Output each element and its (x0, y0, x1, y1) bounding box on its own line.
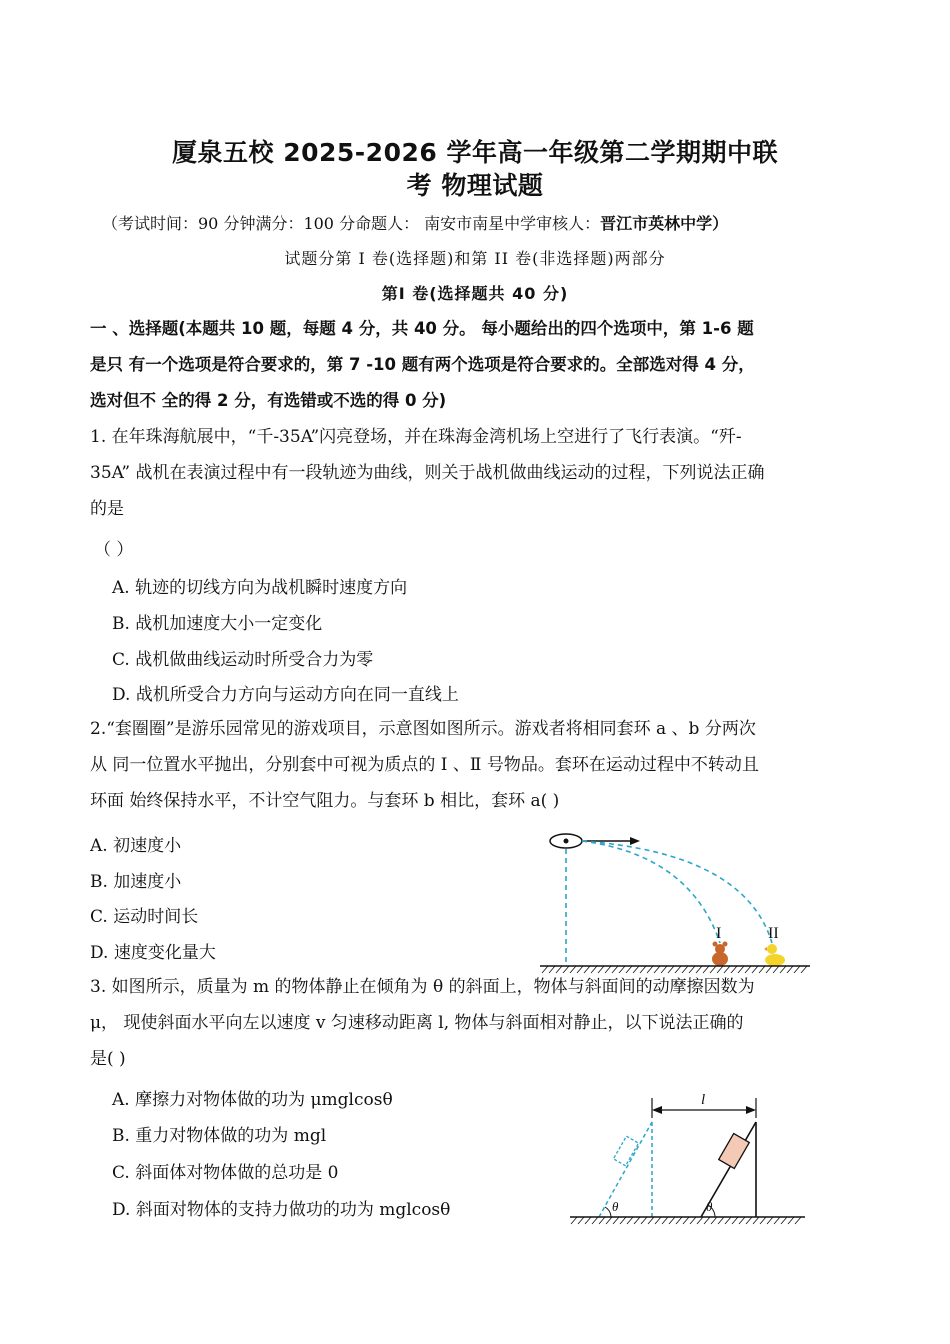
question-line: μ， 现使斜面水平向左以速度 v 匀速移动距离 l, 物体与斜面相对静止，以下说法正确的 (90, 1013, 744, 1033)
hatch-mark (732, 1217, 738, 1224)
hatch-mark (620, 1217, 626, 1224)
q3-option-d: D. 斜面对物体的支持力做功的功为 mglcosθ (112, 1200, 451, 1220)
incline-figure (565, 1090, 810, 1225)
hatch-mark (662, 1217, 668, 1224)
hatch-mark (795, 1217, 801, 1224)
hatch-mark (627, 1217, 633, 1224)
question-line: 3. 如图所示，质量为 m 的物体静止在倾角为 θ 的斜面上，物体与斜面间的动摩擦因数为 (90, 977, 755, 997)
hatch-mark (773, 966, 779, 973)
hatch-mark (774, 1217, 780, 1224)
hatch-mark (766, 966, 772, 973)
q1-option-d: D. 战机所受合力方向与运动方向在同一直线上 (112, 685, 459, 705)
hatch-mark (746, 1217, 752, 1224)
hatch-mark (704, 1217, 710, 1224)
hatch-mark (767, 1217, 773, 1224)
hatch-mark (592, 1217, 598, 1224)
hatch-mark (718, 1217, 724, 1224)
launch-point (564, 839, 569, 844)
item-label-1: I (716, 925, 722, 942)
hatch-mark (599, 1217, 605, 1224)
arrow-right-icon (746, 1106, 756, 1114)
hatch-mark (725, 1217, 731, 1224)
hatch-mark (753, 1217, 759, 1224)
trajectory-b (582, 841, 772, 943)
exam-info-left: （考试时间：90 分钟满分：100 分命题人： 南安市南星中学审核人： (102, 214, 601, 233)
dashed-incline (599, 1122, 652, 1217)
section-line: 一 、选择题(本题共 10 题，每题 4 分，共 40 分。 每小题给出的四个选项中，第 1-6 题 (90, 319, 754, 338)
question-1 (90, 419, 765, 527)
question-line: 2.“套圈圈”是游乐园常见的游戏项目，示意图如图所示。游戏者将相同套环 a 、b 分两次 (90, 719, 756, 739)
hatch-mark (669, 1217, 675, 1224)
hatch-mark (697, 1217, 703, 1224)
exam-info-right: 晋江市英林中学） (600, 214, 729, 233)
q3-option-c: C. 斜面体对物体做的总功是 0 (112, 1163, 339, 1183)
q1-option-a: A. 轨迹的切线方向为战机瞬时速度方向 (112, 578, 408, 598)
block (719, 1134, 750, 1169)
q2-option-c: C. 运动时间长 (90, 907, 199, 927)
exam-structure: 试题分第 I 卷(选择题)和第 II 卷(非选择题)两部分 (284, 249, 666, 268)
angle-label: θ (706, 1199, 713, 1214)
dashed-block (613, 1136, 638, 1166)
exam-info (102, 211, 728, 234)
q1-option-c: C. 战机做曲线运动时所受合力为零 (112, 650, 374, 670)
question-3 (90, 969, 755, 1077)
hatch-mark (781, 1217, 787, 1224)
hatch-mark (760, 1217, 766, 1224)
q3-option-b: B. 重力对物体做的功为 mgl (112, 1126, 327, 1146)
duck-icon (764, 944, 785, 966)
hatch-mark (613, 1217, 619, 1224)
question-line: 35A” 战机在表演过程中有一段轨迹为曲线，则关于战机做曲线运动的过程，下列说法正确 (90, 463, 765, 483)
teddy-bear-icon (712, 942, 728, 967)
question-2 (90, 711, 759, 819)
hatch-mark (801, 966, 807, 973)
ring-toss-figure (540, 825, 815, 975)
section-instructions (90, 311, 755, 419)
hatch-mark (634, 1217, 640, 1224)
hatch-mark (648, 1217, 654, 1224)
question-line: 从 同一位置水平抛出，分别套中可视为质点的 I 、Ⅱ 号物品。套环在运动过程中不转动且 (90, 755, 759, 775)
angle-label: θ (612, 1199, 619, 1214)
hatch-mark (759, 966, 765, 973)
trajectory-a (582, 841, 720, 943)
page-subtitle: 考 物理试题 (406, 171, 544, 200)
hatch-mark (676, 1217, 682, 1224)
q2-option-d: D. 速度变化量大 (90, 943, 216, 963)
angle-arc (605, 1207, 611, 1217)
hatch-mark (739, 1217, 745, 1224)
page-title: 厦泉五校 2025-2026 学年高一年级第二学期期中联 (172, 138, 778, 167)
hatch-mark (683, 1217, 689, 1224)
q1-answer-bracket: （ ） (94, 540, 134, 560)
question-line: 1. 在年珠海航展中，“千-35A”闪亮登场，并在珠海金湾机场上空进行了飞行表演。“歼- (90, 427, 742, 447)
q3-option-a: A. 摩擦力对物体做的功为 μmglcosθ (112, 1090, 393, 1110)
hatch-mark (690, 1217, 696, 1224)
hatch-mark (585, 1217, 591, 1224)
hatch-mark (711, 1217, 717, 1224)
distance-label: l (701, 1092, 706, 1108)
hatch-mark (780, 966, 786, 973)
question-line: 是( ) (90, 1049, 126, 1069)
hatch-mark (794, 966, 800, 973)
arrow-left-icon (652, 1106, 662, 1114)
hatch-mark (787, 966, 793, 973)
hatch-mark (641, 1217, 647, 1224)
ground-hatching (571, 1217, 801, 1224)
arrow-head-icon (630, 837, 640, 845)
section-line: 选对但不 全的得 2 分，有选错或不选的得 0 分) (90, 391, 447, 410)
hatch-mark (788, 1217, 794, 1224)
item-label-2: II (768, 925, 779, 942)
volume-heading: 第Ⅰ 卷(选择题共 40 分) (381, 284, 569, 303)
section-line: 是只 有一个选项是符合要求的，第 7 -10 题有两个选项是符合要求的。全部选对得 4 分， (90, 355, 755, 374)
hatch-mark (606, 1217, 612, 1224)
q2-option-a: A. 初速度小 (90, 836, 182, 856)
q1-option-b: B. 战机加速度大小一定变化 (112, 614, 323, 634)
q2-option-b: B. 加速度小 (90, 872, 182, 892)
hatch-mark (571, 1217, 577, 1224)
question-line: 环面 始终保持水平，不计空气阻力。与套环 b 相比，套环 a( ) (90, 791, 560, 811)
question-line: 的是 (90, 499, 124, 519)
hatch-mark (655, 1217, 661, 1224)
hatch-mark (578, 1217, 584, 1224)
